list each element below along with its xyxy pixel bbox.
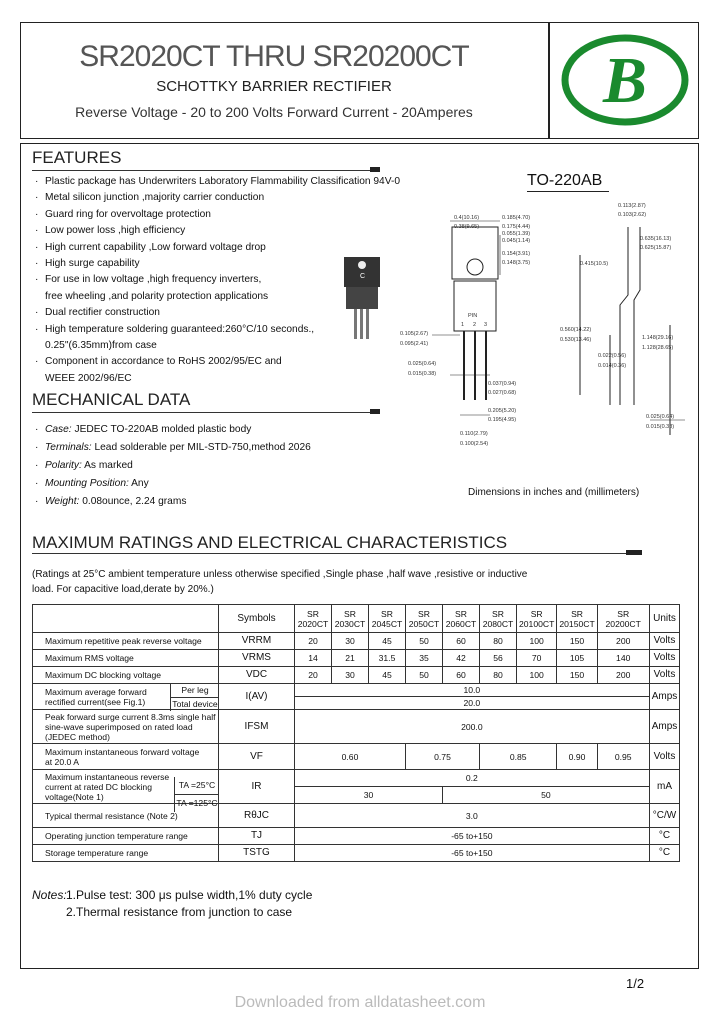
feature-text: Low power loss ,high efficiency bbox=[45, 225, 186, 237]
table-row bbox=[33, 633, 680, 650]
bullet-icon: · bbox=[35, 307, 39, 319]
svg-text:0.025(0.64): 0.025(0.64) bbox=[646, 414, 675, 420]
unit-cell: Volts bbox=[649, 650, 680, 667]
value-cell: 80 bbox=[480, 633, 517, 650]
svg-text:0.095(2.41): 0.095(2.41) bbox=[400, 341, 429, 347]
mechanical-value: As marked bbox=[84, 460, 133, 471]
svg-text:1.148(29.16): 1.148(29.16) bbox=[642, 335, 674, 341]
bullet-icon: · bbox=[35, 176, 39, 187]
value-cell: 30 bbox=[332, 633, 369, 650]
watermark: Downloaded from alldatasheet.com bbox=[234, 994, 486, 1011]
mechanical-label: Terminals: bbox=[45, 442, 92, 453]
symbol-cell: VDC bbox=[219, 667, 295, 684]
feature-item bbox=[33, 223, 400, 239]
value-cell: 105 bbox=[557, 650, 597, 667]
mechanical-heading: MECHANICAL DATA bbox=[32, 390, 191, 409]
symbol-cell: VF bbox=[219, 744, 295, 770]
iav-total-device: Total device bbox=[172, 699, 218, 709]
bullet-icon: · bbox=[35, 241, 39, 253]
part-header: SR 2080CT bbox=[480, 605, 517, 633]
svg-text:0.148(3.75): 0.148(3.75) bbox=[502, 260, 531, 266]
ratings-rule bbox=[32, 553, 642, 554]
svg-text:0.015(0.38): 0.015(0.38) bbox=[408, 371, 437, 377]
note-2: 2.Thermal resistance from junction to case bbox=[66, 905, 293, 919]
unit-cell: mA bbox=[649, 770, 680, 804]
part-header: SR 2060CT bbox=[443, 605, 480, 633]
table-row bbox=[33, 828, 680, 845]
ratings-heading: MAXIMUM RATINGS AND ELECTRICAL CHARACTERISTICS bbox=[32, 533, 508, 552]
value-cell: 0.75 bbox=[406, 744, 480, 770]
table-row bbox=[33, 770, 680, 787]
svg-text:0.415(10.5): 0.415(10.5) bbox=[580, 261, 609, 267]
part-header: SR 2020CT bbox=[295, 605, 332, 633]
feature-item bbox=[33, 240, 400, 256]
mechanical-item bbox=[33, 493, 311, 511]
feature-text: Component in accordance to RoHS 2002/95/EC and bbox=[45, 356, 282, 368]
value-cell: 80 bbox=[480, 667, 517, 684]
mechanical-item bbox=[33, 475, 311, 493]
bullet-icon: · bbox=[35, 442, 39, 453]
feature-text: High temperature soldering guaranteed:260°C/10 seconds., bbox=[45, 323, 315, 335]
svg-text:0.045(1.14): 0.045(1.14) bbox=[502, 238, 531, 244]
param-cell: Typical thermal resistance (Note 2) bbox=[33, 804, 219, 828]
ratings-table bbox=[32, 604, 680, 862]
value-cell: 3.0 bbox=[295, 804, 650, 828]
value-cell: 30 bbox=[295, 787, 443, 804]
value-cell: 140 bbox=[597, 650, 649, 667]
package-name: TO-220AB bbox=[527, 172, 603, 189]
mechanical-rule bbox=[32, 412, 380, 413]
value-cell: 45 bbox=[369, 633, 406, 650]
svg-text:0.185(4.70): 0.185(4.70) bbox=[502, 215, 531, 221]
value-cell: 0.90 bbox=[557, 744, 597, 770]
value-cell: 42 bbox=[443, 650, 480, 667]
symbols-header: Symbols bbox=[219, 605, 295, 633]
svg-text:0.205(5.20): 0.205(5.20) bbox=[488, 408, 517, 414]
units-header: Units bbox=[649, 605, 680, 633]
ir-temp-125: TA =125°C bbox=[176, 798, 218, 808]
unit-cell: Volts bbox=[649, 633, 680, 650]
feature-item bbox=[33, 322, 400, 338]
param-cell: Maximum RMS voltage bbox=[33, 650, 219, 667]
param-cell: Peak forward surge current 8.3ms single half sine-wave superimposed on rated load (JEDEC method) bbox=[33, 710, 219, 744]
table-row bbox=[33, 684, 680, 697]
svg-text:0.025(0.64): 0.025(0.64) bbox=[408, 361, 437, 367]
document-title: SR2020CT THRU SR20200CT bbox=[79, 40, 469, 73]
notes-label: Notes: bbox=[32, 888, 67, 902]
feature-item bbox=[33, 207, 400, 223]
svg-text:0.100(2.54): 0.100(2.54) bbox=[460, 441, 489, 447]
unit-cell: Volts bbox=[649, 744, 680, 770]
part-header: SR 2050CT bbox=[406, 605, 443, 633]
value-cell: 100 bbox=[517, 667, 557, 684]
bullet-icon: · bbox=[35, 356, 39, 368]
feature-text: High surge capability bbox=[45, 258, 140, 270]
feature-item bbox=[33, 174, 400, 190]
unit-cell: Amps bbox=[649, 684, 680, 710]
logo-letter: B bbox=[602, 44, 648, 117]
bullet-icon: · bbox=[35, 208, 39, 220]
iav-per-leg: Per leg bbox=[171, 684, 219, 698]
value-cell: 20 bbox=[295, 667, 332, 684]
rating-summary: Reverse Voltage - 20 to 200 Volts Forward Current - 20Amperes bbox=[75, 104, 473, 120]
value-cell: -65 to+150 bbox=[295, 845, 650, 862]
svg-text:0.027(0.68): 0.027(0.68) bbox=[488, 390, 517, 396]
svg-text:0.560(14.22): 0.560(14.22) bbox=[560, 327, 592, 333]
svg-text:1.128(28.65): 1.128(28.65) bbox=[642, 345, 674, 351]
svg-text:0.195(4.95): 0.195(4.95) bbox=[488, 417, 517, 423]
mechanical-value: 0.08ounce, 2.24 grams bbox=[82, 496, 187, 507]
svg-text:2: 2 bbox=[473, 322, 477, 328]
feature-text: 0.25"(6.35mm)from case bbox=[45, 340, 157, 352]
value-cell: 60 bbox=[443, 633, 480, 650]
value-cell: 20.0 bbox=[295, 697, 650, 710]
mechanical-label: Polarity: bbox=[45, 460, 82, 471]
svg-text:0.154(3.91): 0.154(3.91) bbox=[502, 251, 531, 257]
bullet-icon: · bbox=[35, 258, 39, 270]
value-cell: 35 bbox=[406, 650, 443, 667]
svg-text:0.014(0.36): 0.014(0.36) bbox=[598, 363, 627, 369]
ir-temp-labels bbox=[174, 777, 219, 812]
mechanical-value: Lead solderable per MIL-STD-750,method 2026 bbox=[94, 442, 311, 453]
param-cell: Operating junction temperature range bbox=[33, 828, 219, 845]
feature-item bbox=[33, 371, 400, 387]
bullet-icon: · bbox=[35, 225, 39, 237]
svg-text:0.38(9.65): 0.38(9.65) bbox=[454, 224, 480, 230]
unit-cell: °C bbox=[649, 828, 680, 845]
svg-text:0.635(16.13): 0.635(16.13) bbox=[640, 236, 672, 242]
unit-cell: Volts bbox=[649, 667, 680, 684]
value-cell: -65 to+150 bbox=[295, 828, 650, 845]
package-name-underline bbox=[527, 191, 609, 192]
bullet-icon: · bbox=[35, 496, 39, 507]
value-cell: 200 bbox=[597, 667, 649, 684]
note-1: 1.Pulse test: 300 μs pulse width,1% duty cycle bbox=[66, 888, 313, 902]
ratings-rule-tick bbox=[626, 550, 642, 555]
feature-text: For use in low voltage ,high frequency inverters, bbox=[45, 274, 262, 286]
mechanical-label: Case: bbox=[45, 424, 72, 435]
unit-cell: °C/W bbox=[649, 804, 680, 828]
param-cell: Maximum average forward rectified current(see Fig.1) bbox=[33, 684, 219, 710]
mechanical-list bbox=[33, 421, 311, 511]
bullet-icon: · bbox=[35, 478, 39, 489]
param-cell: Maximum instantaneous reverse current at rated DC blocking voltage(Note 1) bbox=[33, 770, 219, 804]
mechanical-label: Mounting Position: bbox=[45, 478, 129, 489]
package-outline-drawing bbox=[360, 195, 690, 465]
features-heading: FEATURES bbox=[32, 148, 122, 167]
part-header: SR 2045CT bbox=[369, 605, 406, 633]
value-cell: 20 bbox=[295, 633, 332, 650]
mechanical-item bbox=[33, 421, 311, 439]
param-cell: Storage temperature range bbox=[33, 845, 219, 862]
feature-text: Dual rectifier construction bbox=[45, 307, 160, 319]
bullet-icon: · bbox=[35, 424, 39, 435]
value-cell: 0.60 bbox=[295, 744, 406, 770]
svg-text:1: 1 bbox=[461, 322, 465, 328]
svg-text:0.530(13.46): 0.530(13.46) bbox=[560, 337, 592, 343]
symbol-cell: I(AV) bbox=[219, 684, 295, 710]
unit-cell: Amps bbox=[649, 710, 680, 744]
symbol-cell: TJ bbox=[219, 828, 295, 845]
mechanical-value: JEDEC TO-220AB molded plastic body bbox=[74, 424, 252, 435]
document-subtitle: SCHOTTKY BARRIER RECTIFIER bbox=[156, 78, 392, 95]
bullet-icon: · bbox=[35, 192, 39, 204]
value-cell: 100 bbox=[517, 633, 557, 650]
svg-text:0.055(1.39): 0.055(1.39) bbox=[502, 231, 531, 237]
param-cell: Maximum repetitive peak reverse voltage bbox=[33, 633, 219, 650]
features-rule-tick bbox=[370, 167, 380, 172]
value-cell: 150 bbox=[557, 667, 597, 684]
svg-text:0.037(0.94): 0.037(0.94) bbox=[488, 381, 517, 387]
svg-text:0.105(2.67): 0.105(2.67) bbox=[400, 331, 429, 337]
mechanical-item bbox=[33, 457, 311, 475]
value-cell: 200 bbox=[597, 633, 649, 650]
value-cell: 50 bbox=[406, 633, 443, 650]
svg-text:0.015(0.38): 0.015(0.38) bbox=[646, 424, 675, 430]
brand-logo bbox=[560, 32, 690, 128]
param-header bbox=[33, 605, 219, 633]
feature-item bbox=[33, 190, 400, 206]
feature-item bbox=[33, 354, 400, 370]
ratings-note-line2: load. For capacitive load,derate by 20%.) bbox=[32, 584, 214, 595]
bullet-icon: · bbox=[35, 460, 39, 471]
value-cell: 150 bbox=[557, 633, 597, 650]
mechanical-item bbox=[33, 439, 311, 457]
table-row bbox=[33, 744, 680, 770]
mechanical-label: Weight: bbox=[45, 496, 80, 507]
table-row bbox=[33, 845, 680, 862]
value-cell: 0.2 bbox=[295, 770, 650, 787]
svg-text:0.4(10.16): 0.4(10.16) bbox=[454, 215, 480, 221]
ratings-note-line1: (Ratings at 25°C ambient temperature unless otherwise specified ,Single phase ,half wave ,resistive or inductive bbox=[32, 569, 528, 580]
features-rule bbox=[32, 170, 380, 171]
svg-text:C: C bbox=[360, 273, 366, 280]
feature-text: free wheeling ,and polarity protection applications bbox=[45, 290, 269, 302]
feature-item bbox=[33, 305, 400, 321]
symbol-cell: TSTG bbox=[219, 845, 295, 862]
svg-text:3: 3 bbox=[484, 322, 488, 328]
feature-text: High current capability ,Low forward voltage drop bbox=[45, 241, 266, 253]
param-cell: Maximum instantaneous forward voltage at 20.0 A bbox=[33, 744, 219, 770]
feature-text: WEEE 2002/96/EC bbox=[45, 372, 132, 384]
feature-text: Metal silicon junction ,majority carrier conduction bbox=[45, 192, 265, 204]
svg-text:PIN: PIN bbox=[468, 313, 478, 319]
feature-item bbox=[33, 338, 400, 354]
table-row bbox=[33, 667, 680, 684]
value-cell: 0.85 bbox=[480, 744, 557, 770]
bullet-icon: · bbox=[35, 323, 39, 335]
symbol-cell: IR bbox=[219, 770, 295, 804]
value-cell: 60 bbox=[443, 667, 480, 684]
page-number: 1/2 bbox=[626, 976, 645, 991]
svg-text:0.022(0.56): 0.022(0.56) bbox=[598, 353, 627, 359]
value-cell: 0.95 bbox=[597, 744, 649, 770]
value-cell: 30 bbox=[332, 667, 369, 684]
value-cell: 10.0 bbox=[295, 684, 650, 697]
value-cell: 21 bbox=[332, 650, 369, 667]
symbol-cell: VRMS bbox=[219, 650, 295, 667]
svg-text:0.113(2.87): 0.113(2.87) bbox=[618, 203, 646, 209]
symbol-cell: IFSM bbox=[219, 710, 295, 744]
dimensions-note: Dimensions in inches and (millimeters) bbox=[468, 487, 640, 498]
part-header: SR 20100CT bbox=[517, 605, 557, 633]
value-cell: 70 bbox=[517, 650, 557, 667]
value-cell: 200.0 bbox=[295, 710, 650, 744]
table-row bbox=[33, 650, 680, 667]
table-header-row bbox=[33, 605, 680, 633]
value-cell: 50 bbox=[406, 667, 443, 684]
symbol-cell: RθJC bbox=[219, 804, 295, 828]
svg-text:0.625(15.87): 0.625(15.87) bbox=[640, 245, 672, 251]
iav-sub-labels bbox=[170, 684, 219, 711]
symbol-cell: VRRM bbox=[219, 633, 295, 650]
value-cell: 31.5 bbox=[369, 650, 406, 667]
param-cell: Maximum DC blocking voltage bbox=[33, 667, 219, 684]
part-header: SR 2030CT bbox=[332, 605, 369, 633]
value-cell: 50 bbox=[443, 787, 650, 804]
value-cell: 45 bbox=[369, 667, 406, 684]
feature-text: Guard ring for overvoltage protection bbox=[45, 208, 211, 220]
unit-cell: °C bbox=[649, 845, 680, 862]
ir-temp-25: TA =25°C bbox=[175, 777, 219, 795]
part-header: SR 20200CT bbox=[597, 605, 649, 633]
value-cell: 56 bbox=[480, 650, 517, 667]
value-cell: 14 bbox=[295, 650, 332, 667]
mechanical-value: Any bbox=[131, 478, 149, 489]
svg-text:0.110(2.79): 0.110(2.79) bbox=[460, 431, 488, 437]
feature-item bbox=[33, 289, 400, 305]
table-row bbox=[33, 804, 680, 828]
table-row bbox=[33, 710, 680, 744]
svg-text:0.175(4.44): 0.175(4.44) bbox=[502, 224, 531, 230]
part-header: SR 20150CT bbox=[557, 605, 597, 633]
svg-text:0.103(2.62): 0.103(2.62) bbox=[618, 212, 647, 218]
bullet-icon: · bbox=[35, 274, 39, 286]
mechanical-rule-tick bbox=[370, 409, 380, 414]
feature-text: Plastic package has Underwriters Laboratory Flammability Classification 94V-0 bbox=[45, 176, 401, 187]
